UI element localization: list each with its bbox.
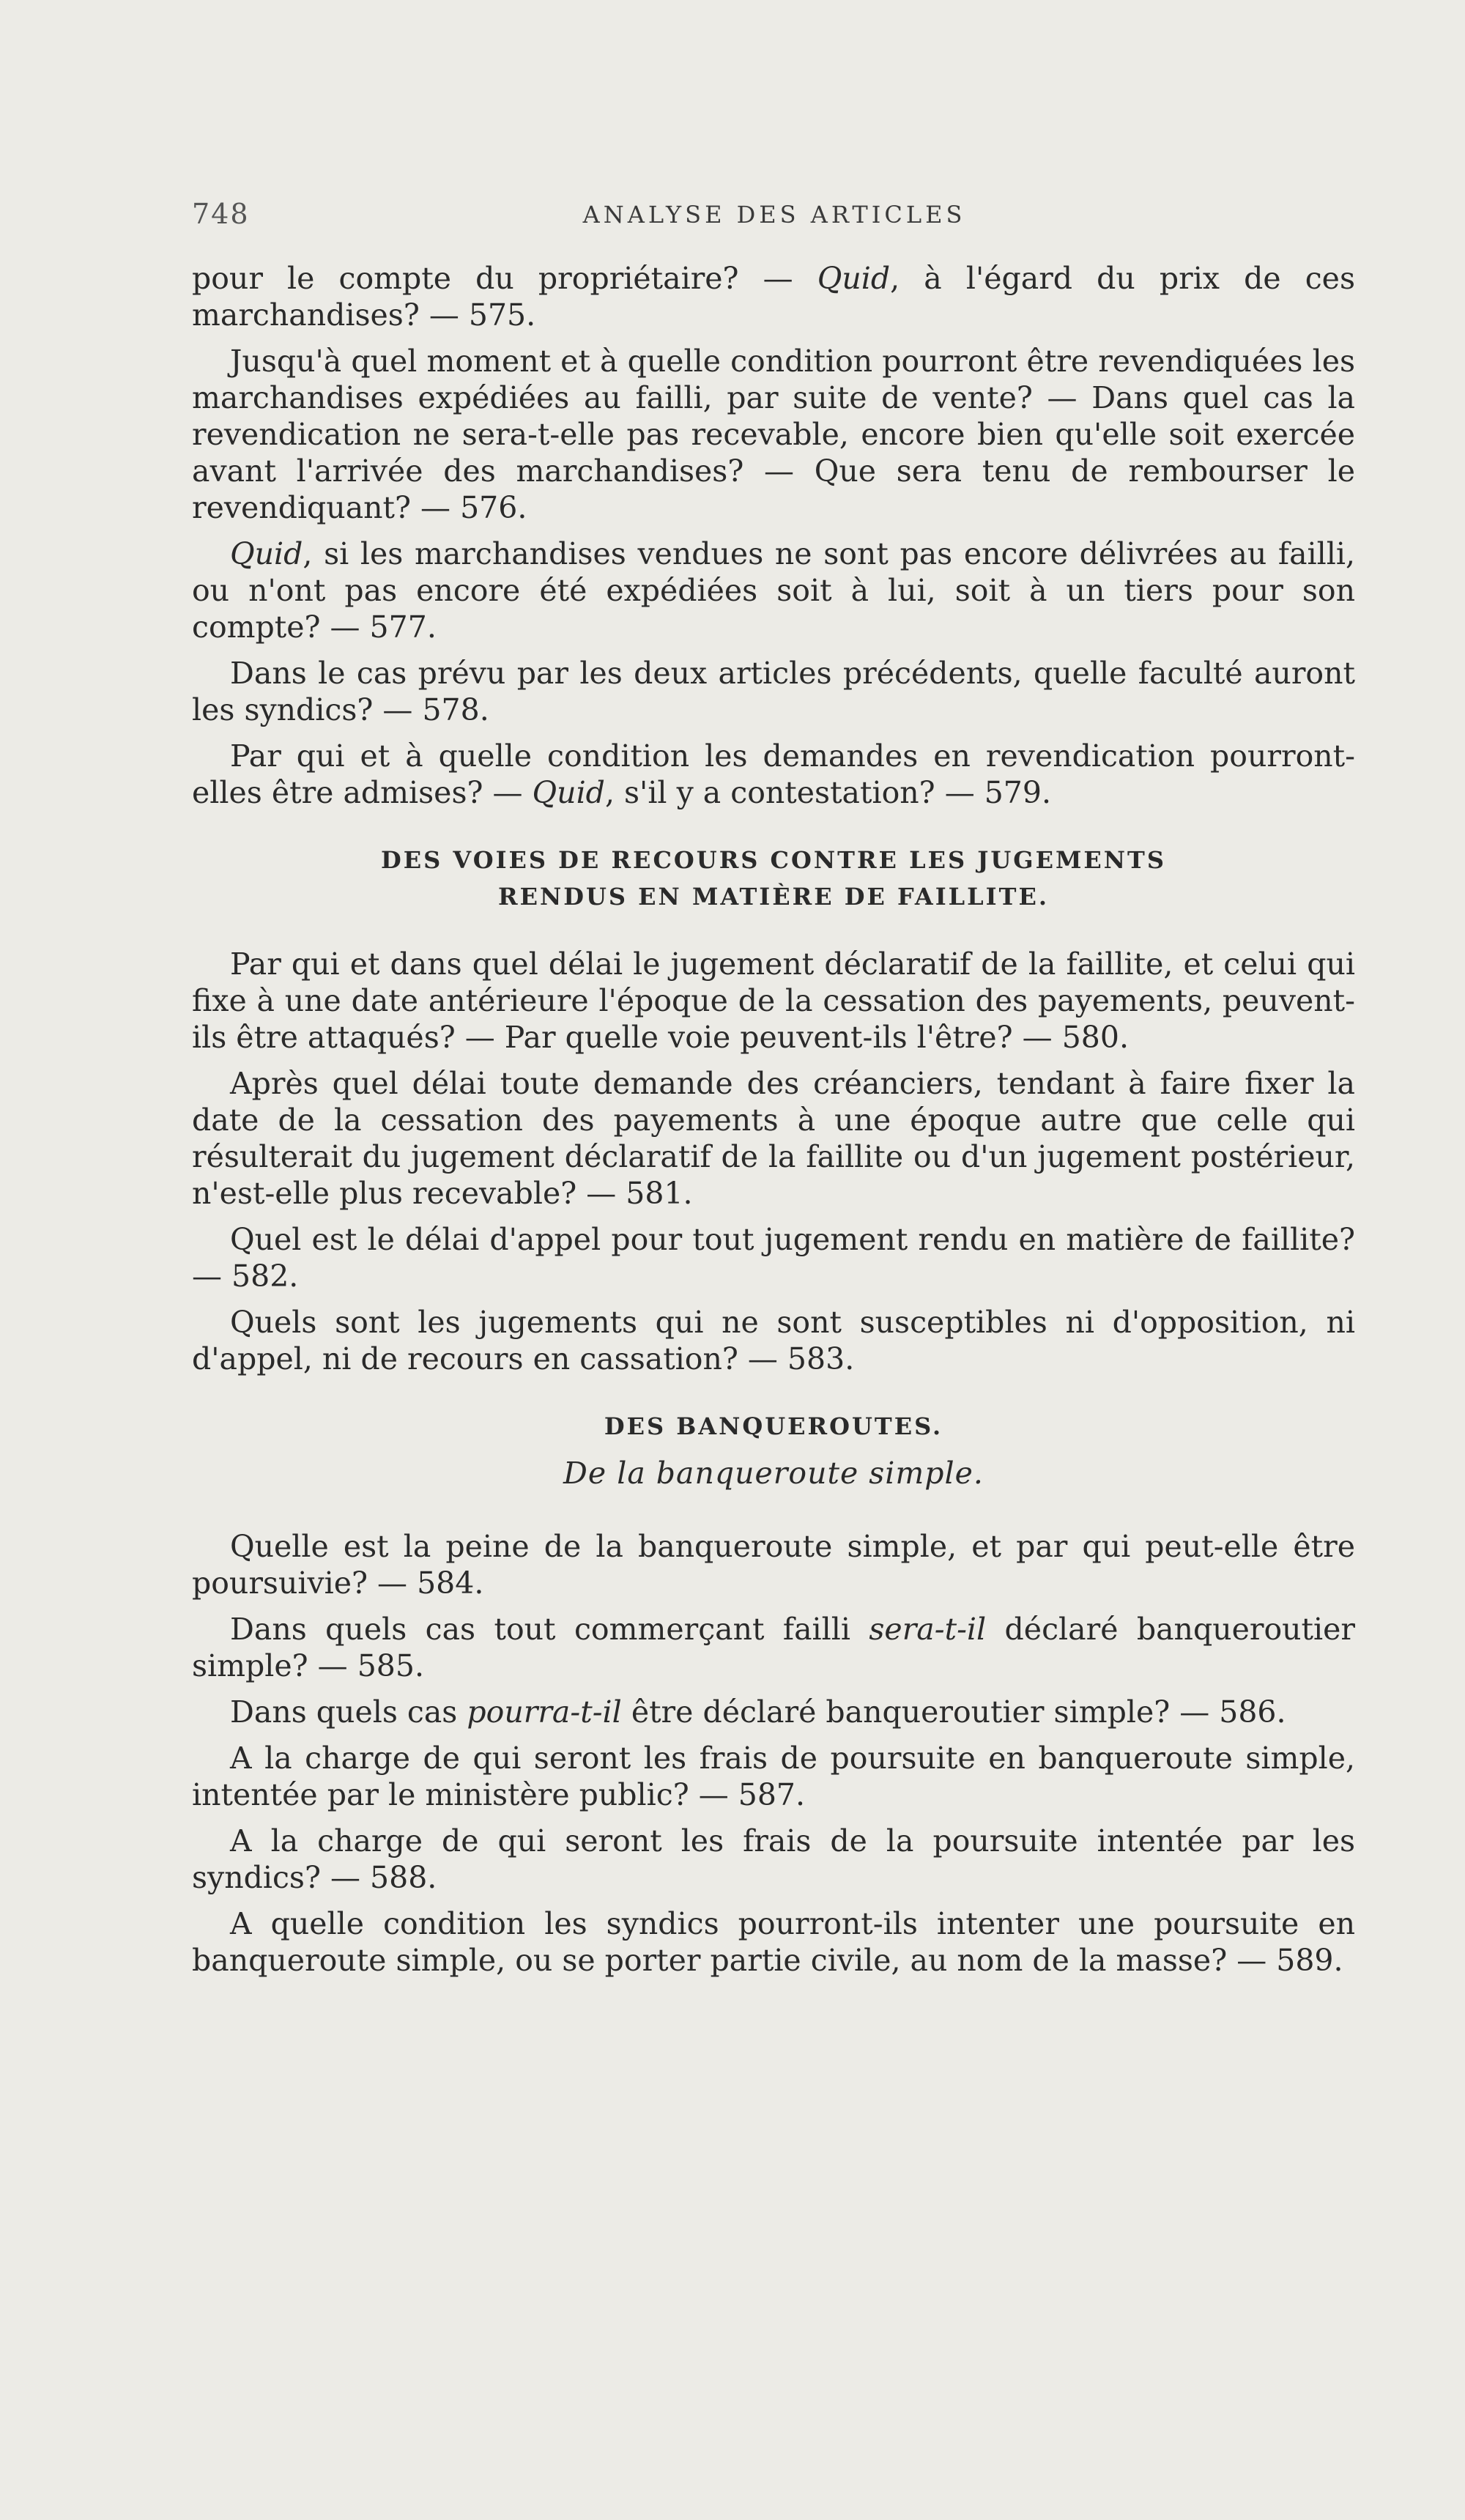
section-heading-recours: DES VOIES DE RECOURS CONTRE LES JUGEMENTS RENDUS EN MATIÈRE DE FAILLITE. <box>381 846 1166 911</box>
section-heading-banqueroutes: DES BANQUEROUTES. <box>604 1412 943 1440</box>
paragraph: Dans quels cas pourra-t-il être déclaré banqueroutier simple? — 586. <box>230 1694 1286 1730</box>
paragraph: Quelle est la peine de la banqueroute simple, et par qui peut-elle être poursuivie? — 584. <box>192 1529 1355 1601</box>
paragraph: Par qui et à quelle condition les demandes en revendication pourront-elles être admises? — Quid, s'il y a contestation? — 579. <box>192 738 1355 810</box>
page-body <box>192 260 1355 1988</box>
paragraph: Après quel délai toute demande des créanciers, tendant à faire fixer la date de la cessation des payements à une époque autre que celle qui résulterait du jugement déclaratif de la faillite ou d'un jugement postérieur, n'est-elle plus recevable? — 581. <box>192 1066 1355 1211</box>
paragraph: Jusqu'à quel moment et à quelle condition pourront être revendiquées les marchandises expédiées au failli, par suite de vente? — Dans quel cas la revendication ne sera-t-elle pas recevable, encore bien qu'elle soit exercée avant l'arrivée des marchandises? — Que sera tenu de rembourser le revendiquant? — 576. <box>192 344 1355 525</box>
page-header <box>192 198 1357 242</box>
paragraph: Quel est le délai d'appel pour tout jugement rendu en matière de faillite? — 582. <box>192 1222 1355 1294</box>
paragraph: A la charge de qui seront les frais de poursuite en banqueroute simple, intentée par le ministère public? — 587. <box>192 1741 1355 1812</box>
paragraph: A quelle condition les syndics pourront-ils intenter une poursuite en banqueroute simple, ou se porter partie civile, au nom de la masse? — 589. <box>192 1906 1355 1978</box>
paragraph: Par qui et dans quel délai le jugement déclaratif de la faillite, et celui qui fixe à une date antérieure l'époque de la cessation des payements, peuvent-ils être attaqués? — Par quelle voie peuvent-ils l'être? — 580. <box>192 946 1355 1055</box>
paragraph: Quid, si les marchandises vendues ne sont pas encore délivrées au failli, ou n'ont pas encore été expédiées soit à lui, soit à un tiers pour son compte? — 577. <box>192 536 1355 645</box>
paragraph: pour le compte du propriétaire? — Quid, à l'égard du prix de ces marchandises? — 575. <box>192 261 1355 333</box>
page-number: 748 <box>192 198 250 230</box>
paragraph: Dans le cas prévu par les deux articles précédents, quelle faculté auront les syndics? — 578. <box>192 656 1355 727</box>
paragraph: A la charge de qui seront les frais de la poursuite intentée par les syndics? — 588. <box>192 1823 1355 1895</box>
subsection-heading: De la banqueroute simple. <box>563 1456 984 1491</box>
paragraph: Quels sont les jugements qui ne sont susceptibles ni d'opposition, ni d'appel, ni de recours en cassation? — 583. <box>192 1305 1355 1376</box>
running-title: ANALYSE DES ARTICLES <box>582 201 966 229</box>
paragraph: Dans quels cas tout commerçant failli sera-t-il déclaré banqueroutier simple? — 585. <box>192 1612 1356 1683</box>
